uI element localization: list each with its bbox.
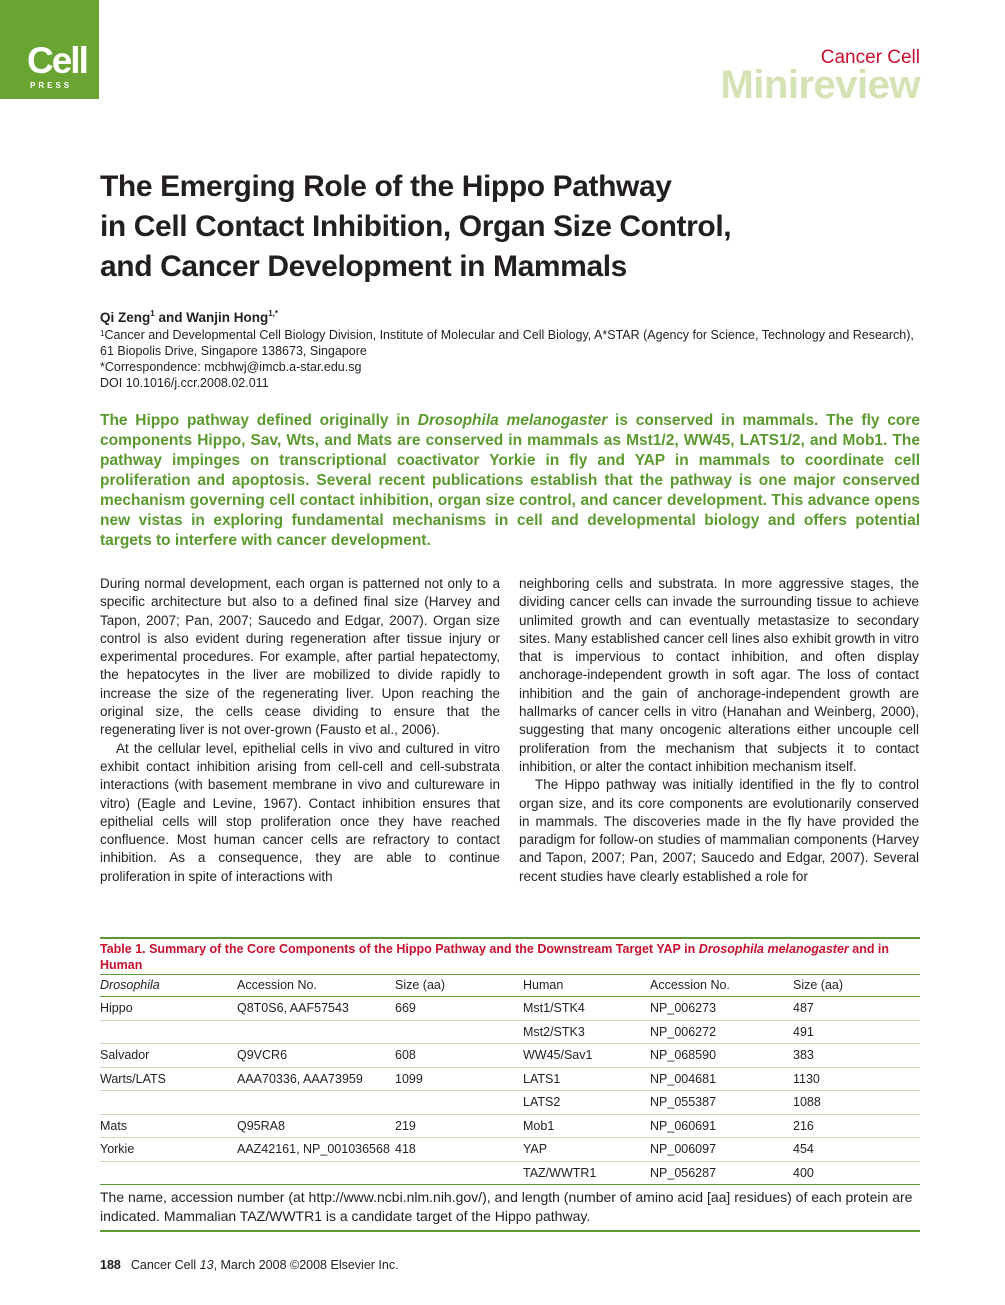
column-header: Size (aa) <box>793 978 844 992</box>
table-cell: NP_006272 <box>650 1024 717 1039</box>
author-name: Wanjin Hong <box>186 310 269 325</box>
author-sup: 1 <box>150 309 155 318</box>
table-cell: NP_006273 <box>650 1001 717 1015</box>
paragraph: The Hippo pathway was initially identified in the fly to control organ size, and its core components are evolutionarily conserved in mammals. The discoveries made in the fly have provided the paradigm for follow-on studies of mammalian components (Harvey and Tapon, 2007; Pan, 2007; Saucedo and Edgar, 2007). Several recent studies have clearly established a role for <box>519 777 919 884</box>
table-cell: AAA70336, AAA73959 <box>237 1071 363 1086</box>
article-title <box>100 167 920 287</box>
table-cell: 219 <box>395 1118 416 1133</box>
affiliations <box>100 327 920 391</box>
table-row <box>100 1138 920 1162</box>
table-cell <box>100 1161 237 1185</box>
table-cell: 487 <box>793 1001 814 1015</box>
table-row <box>100 1114 920 1138</box>
table-cell: 400 <box>793 1165 814 1180</box>
body-column-right <box>519 575 919 886</box>
paragraph: During normal development, each organ is patterned not only to a specific architecture but also to a defined final size (Harvey and Tapon, 2007; Pan, 2007; Saucedo and Edgar, 2007). Organ size control is also evident during regeneration after tissue injury or experimental procedures. For example, after partial hepatectomy, the hepatocytes in the liver are mobilized to divide rapidly to increase the size of the regenerating liver. Upon reaching the original size, the cells cease dividing to ensure that the regenerating liver is not over-grown (Fausto et al., 2006). <box>100 576 500 738</box>
table-cell: Q8T0S6, AAF57543 <box>237 1001 349 1015</box>
table-cell: Mob1 <box>523 1118 555 1133</box>
table-top-rule <box>100 937 920 939</box>
table-cell: LATS2 <box>523 1095 561 1109</box>
table-cell: NP_056287 <box>650 1165 717 1180</box>
author-name: Qi Zeng <box>100 310 151 325</box>
author-list <box>100 310 278 325</box>
section-label: Minireview <box>720 63 920 107</box>
table-header-row <box>100 975 920 997</box>
table-cell: 669 <box>395 1001 416 1015</box>
table-cell: NP_068590 <box>650 1048 717 1062</box>
table-cell: Hippo <box>100 1001 133 1015</box>
journal-name: Cancer Cell <box>820 47 920 68</box>
table-cell: Mst2/STK3 <box>523 1024 585 1039</box>
title-line: The Emerging Role of the Hippo Pathway <box>100 170 672 203</box>
table-cell <box>395 1020 523 1044</box>
page-number: 188 <box>100 1258 121 1272</box>
table-cell <box>237 1020 395 1044</box>
table-cell: YAP <box>523 1142 548 1156</box>
table-cell <box>395 1161 523 1185</box>
correspondence[interactable]: *Correspondence: mcbhwj@imcb.a-star.edu.sg <box>100 360 362 374</box>
table-cell <box>395 1091 523 1115</box>
table-cell <box>100 1091 237 1115</box>
cell-press-logo <box>0 0 99 99</box>
table-cell: 418 <box>395 1142 416 1156</box>
table-cell: 1130 <box>793 1071 820 1086</box>
affiliation: $^1$Cancer and Developmental Cell Biology Division, Institute of Molecular and Cell Biology, A*STAR (Agency for Science, Technology and Research), 61 Biopolis Drive, Singapore 138673, Singapore <box>100 328 914 358</box>
column-header: Accession No. <box>237 978 317 992</box>
table-row <box>100 1044 920 1068</box>
title-line: in Cell Contact Inhibition, Organ Size Control, <box>100 210 732 243</box>
abstract: The Hippo pathway defined originally in Drosophila melanogaster is conserved in mammals. The fly core components Hippo, Sav, Wts, and Mats are conserved in mammals as Mst1/2, WW45, LATS1/2, and Mob1. The pathway impinges on transcriptional coactivator Yorkie in fly and YAP in mammals to coordinate cell proliferation and apoptosis. Several recent publications establish that the pathway is one major conserved mechanism governing cell contact inhibition, organ size control, and cancer development. This advance opens new vistas in exploring fundamental mechanisms in cell and developmental biology and offers potential targets to interfere with cancer development. <box>100 412 921 549</box>
table-bottom-rule <box>100 1230 920 1232</box>
affil-sup: 1 <box>100 329 105 338</box>
table-cell: 1099 <box>395 1071 423 1086</box>
table-cell: Warts/LATS <box>100 1071 166 1086</box>
logo-press: PRESS <box>30 81 73 90</box>
table-cell <box>100 1020 237 1044</box>
table-cell <box>237 1091 395 1115</box>
doi[interactable]: DOI 10.1016/j.ccr.2008.02.011 <box>100 376 269 390</box>
page-footer: 188 Cancer Cell 13, March 2008 ©2008 Elsevier Inc. <box>100 1258 399 1272</box>
table-cell: LATS1 <box>523 1071 561 1086</box>
table-cell: Mats <box>100 1118 128 1133</box>
table-cell: Q95RA8 <box>237 1118 285 1133</box>
paragraph: At the cellular level, epithelial cells in vivo and cultured in vitro exhibit contact inhibition arising from cell-cell and cell-substrata interactions (with basement membrane in vivo and cultureware in vitro) (Eagle and Levine, 1967). Contact inhibition ensures that epithelial cells will stop proliferation once they have reached confluence. Most human cancer cells are refractory to contact inhibition. As a consequence, they are able to continue proliferation in spite of interactions with <box>100 740 500 884</box>
table-1 <box>100 937 920 1232</box>
table-cell: 1088 <box>793 1095 821 1109</box>
species-name: Drosophila melanogaster <box>417 412 608 429</box>
author-sup: 1,* <box>268 309 278 318</box>
table-cell: 454 <box>793 1142 814 1156</box>
table-row <box>100 1067 920 1091</box>
table-cell: 383 <box>793 1048 814 1062</box>
table-cell: 216 <box>793 1118 814 1133</box>
table-cell: NP_055387 <box>650 1095 717 1109</box>
table-row <box>100 1020 920 1044</box>
table-cell: 608 <box>395 1048 416 1062</box>
table-cell: NP_060691 <box>650 1118 717 1133</box>
table-cell: 491 <box>793 1024 814 1039</box>
table-row <box>100 997 920 1021</box>
table-cell: NP_006097 <box>650 1142 717 1156</box>
volume: 13 <box>199 1258 214 1272</box>
body-column-left <box>100 575 500 886</box>
table-caption: Table 1. Summary of the Core Components of the Hippo Pathway and the Downstream Target YAP in Drosophila melanogaster and in Human <box>100 942 890 972</box>
column-header: Size (aa) <box>395 978 446 992</box>
column-header: Accession No. <box>650 978 730 992</box>
table-cell: AAZ42161, NP_001036568 <box>237 1142 390 1156</box>
paragraph: neighboring cells and substrata. In more aggressive stages, the dividing cancer cells can invade the surrounding tissue to achieve unlimited growth and can eventually metastasize to secondary sites. Many established cancer cell lines also exhibit growth in vitro that is impervious to contact inhibition, and often display anchorage-independent growth in soft agar. The loss of contact inhibition and the gain of anchorage-independent growth are hallmarks of cancer cells in vitro (Hanahan and Weinberg, 2000), suggesting that many oncogenic alterations either uncouple cell proliferation from the mechanism that subjects it to contact inhibition, or alter the contact inhibition mechanism itself. <box>519 576 919 774</box>
author-join: and <box>154 310 187 325</box>
table-cell: WW45/Sav1 <box>523 1048 593 1062</box>
table-row <box>100 1091 920 1115</box>
logo-word: Cell <box>27 40 87 81</box>
column-header: Drosophila <box>100 978 160 992</box>
table-cell: Mst1/STK4 <box>523 1001 585 1015</box>
table-cell <box>237 1161 395 1185</box>
components-table <box>100 974 920 1185</box>
table-row <box>100 1161 920 1185</box>
table-footnote: The name, accession number (at http://www.ncbi.nlm.nih.gov/), and length (number of amino acid [aa] residues) of each protein are indicated. Mammalian TAZ/WWTR1 is a candidate target of the Hippo pathway. <box>100 1189 913 1224</box>
table-cell: Yorkie <box>100 1142 135 1156</box>
table-cell: Q9VCR6 <box>237 1048 288 1062</box>
table-cell: Salvador <box>100 1048 150 1062</box>
title-line: and Cancer Development in Mammals <box>100 250 627 283</box>
column-header: Human <box>523 978 564 992</box>
table-cell: NP_004681 <box>650 1071 717 1086</box>
table-cell: TAZ/WWTR1 <box>523 1165 597 1180</box>
